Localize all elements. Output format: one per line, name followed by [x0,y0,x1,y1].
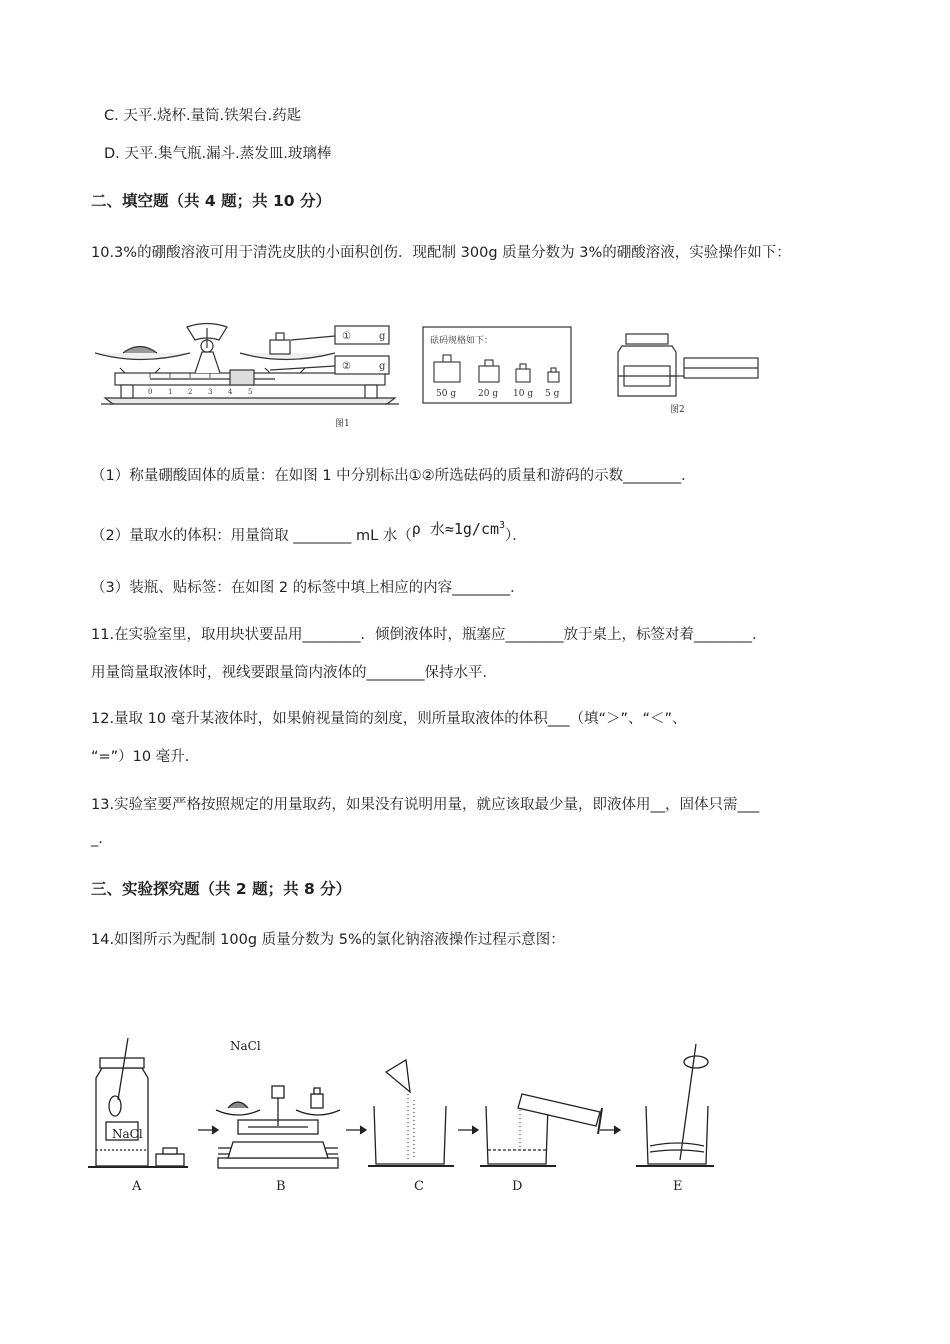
question-11-line-2: 用量筒量取液体时，视线要跟量筒内液体的________保持水平． [91,665,497,681]
balance-label-1: ① [342,331,351,342]
figure-1-balance [95,318,425,428]
section-heading-experiment: 三、实验探究题（共 2 题；共 8 分） [91,880,352,898]
density-formula-exponent: 3 [499,520,506,531]
weight-label-50g: 50 g [436,389,457,399]
figure-2-bottle [612,332,782,417]
scale-label-3: 3 [208,388,213,396]
density-formula-text: ρ 水≈1g/cm [411,520,500,538]
section-heading-fill-in: 二、填空题（共 4 题；共 10 分） [91,192,331,210]
step-label-c: C [414,1179,424,1194]
balance-label-1-unit: g [379,331,386,342]
scale-label-4: 4 [228,388,233,396]
balance-label-2: ② [342,361,351,372]
figure-1-caption: 图1 [335,419,350,428]
question-13-line-2: _. [91,831,103,847]
question-10-part-2-text: （2）量取水的体积：用量筒取 ________ mL 水（ [91,528,412,544]
nacl-label-balance: NaCl [230,1039,261,1053]
nacl-label-jar: NaCl [112,1127,143,1141]
scale-label-0: 0 [148,388,153,396]
question-10-part-1: （1）称量硼酸固体的质量：在如图 1 中分别标出①②所选砝码的质量和游码的示数________． [91,468,696,484]
option-d: D. 天平.集气瓶.漏斗.蒸发皿.玻璃棒 [104,146,332,162]
weights-title: 砝码规格如下： [430,336,494,346]
scale-label-2: 2 [188,388,193,396]
balance-label-2-unit: g [379,361,386,372]
density-formula [412,520,505,538]
step-label-a: A [132,1179,142,1194]
scale-label-1: 1 [168,388,173,396]
question-10-part-2-end: ）． [505,528,527,544]
question-11-line-1: 11.在实验室里，取用块状要品用________．倾倒液体时，瓶塞应________放于桌上，标签对着________． [91,627,767,643]
question-10-stem: 10.3%的硼酸溶液可用于清洗皮肤的小面积创伤．现配制 300g 质量分数为 3%的硼酸溶液，实验操作如下： [91,245,791,261]
step-label-d: D [512,1179,523,1194]
weight-label-10g: 10 g [513,389,534,399]
weight-label-20g: 20 g [478,389,499,399]
question-10-part-3: （3）装瓶、贴标签：在如图 2 的标签中填上相应的内容________． [91,580,525,596]
option-c: C. 天平.烧杯.量筒.铁架台.药匙 [104,108,302,124]
weight-label-5g: 5 g [545,389,560,399]
figure-2-caption: 图2 [670,405,685,415]
step-label-b: B [276,1179,286,1194]
step-label-e: E [673,1179,683,1194]
scale-label-5: 5 [248,388,253,396]
question-12-line-1: 12.量取 10 毫升某液体时，如果俯视量筒的刻度，则所量取液体的体积___（填“＞”、“＜”、 [91,711,687,727]
question-10-part-2 [91,520,527,545]
question-12-line-2: “=”）10 毫升． [91,749,200,765]
question-14-stem: 14.如图所示为配制 100g 质量分数为 5%的氯化钠溶液操作过程示意图： [91,932,565,948]
weights-specification-box [422,326,572,406]
question-13-line-1: 13.实验室要严格按照规定的用量取药，如果没有说明用量，就应该取最少量，即液体用__，固体只需___ [91,797,760,813]
solution-preparation-figure [88,1030,728,1195]
